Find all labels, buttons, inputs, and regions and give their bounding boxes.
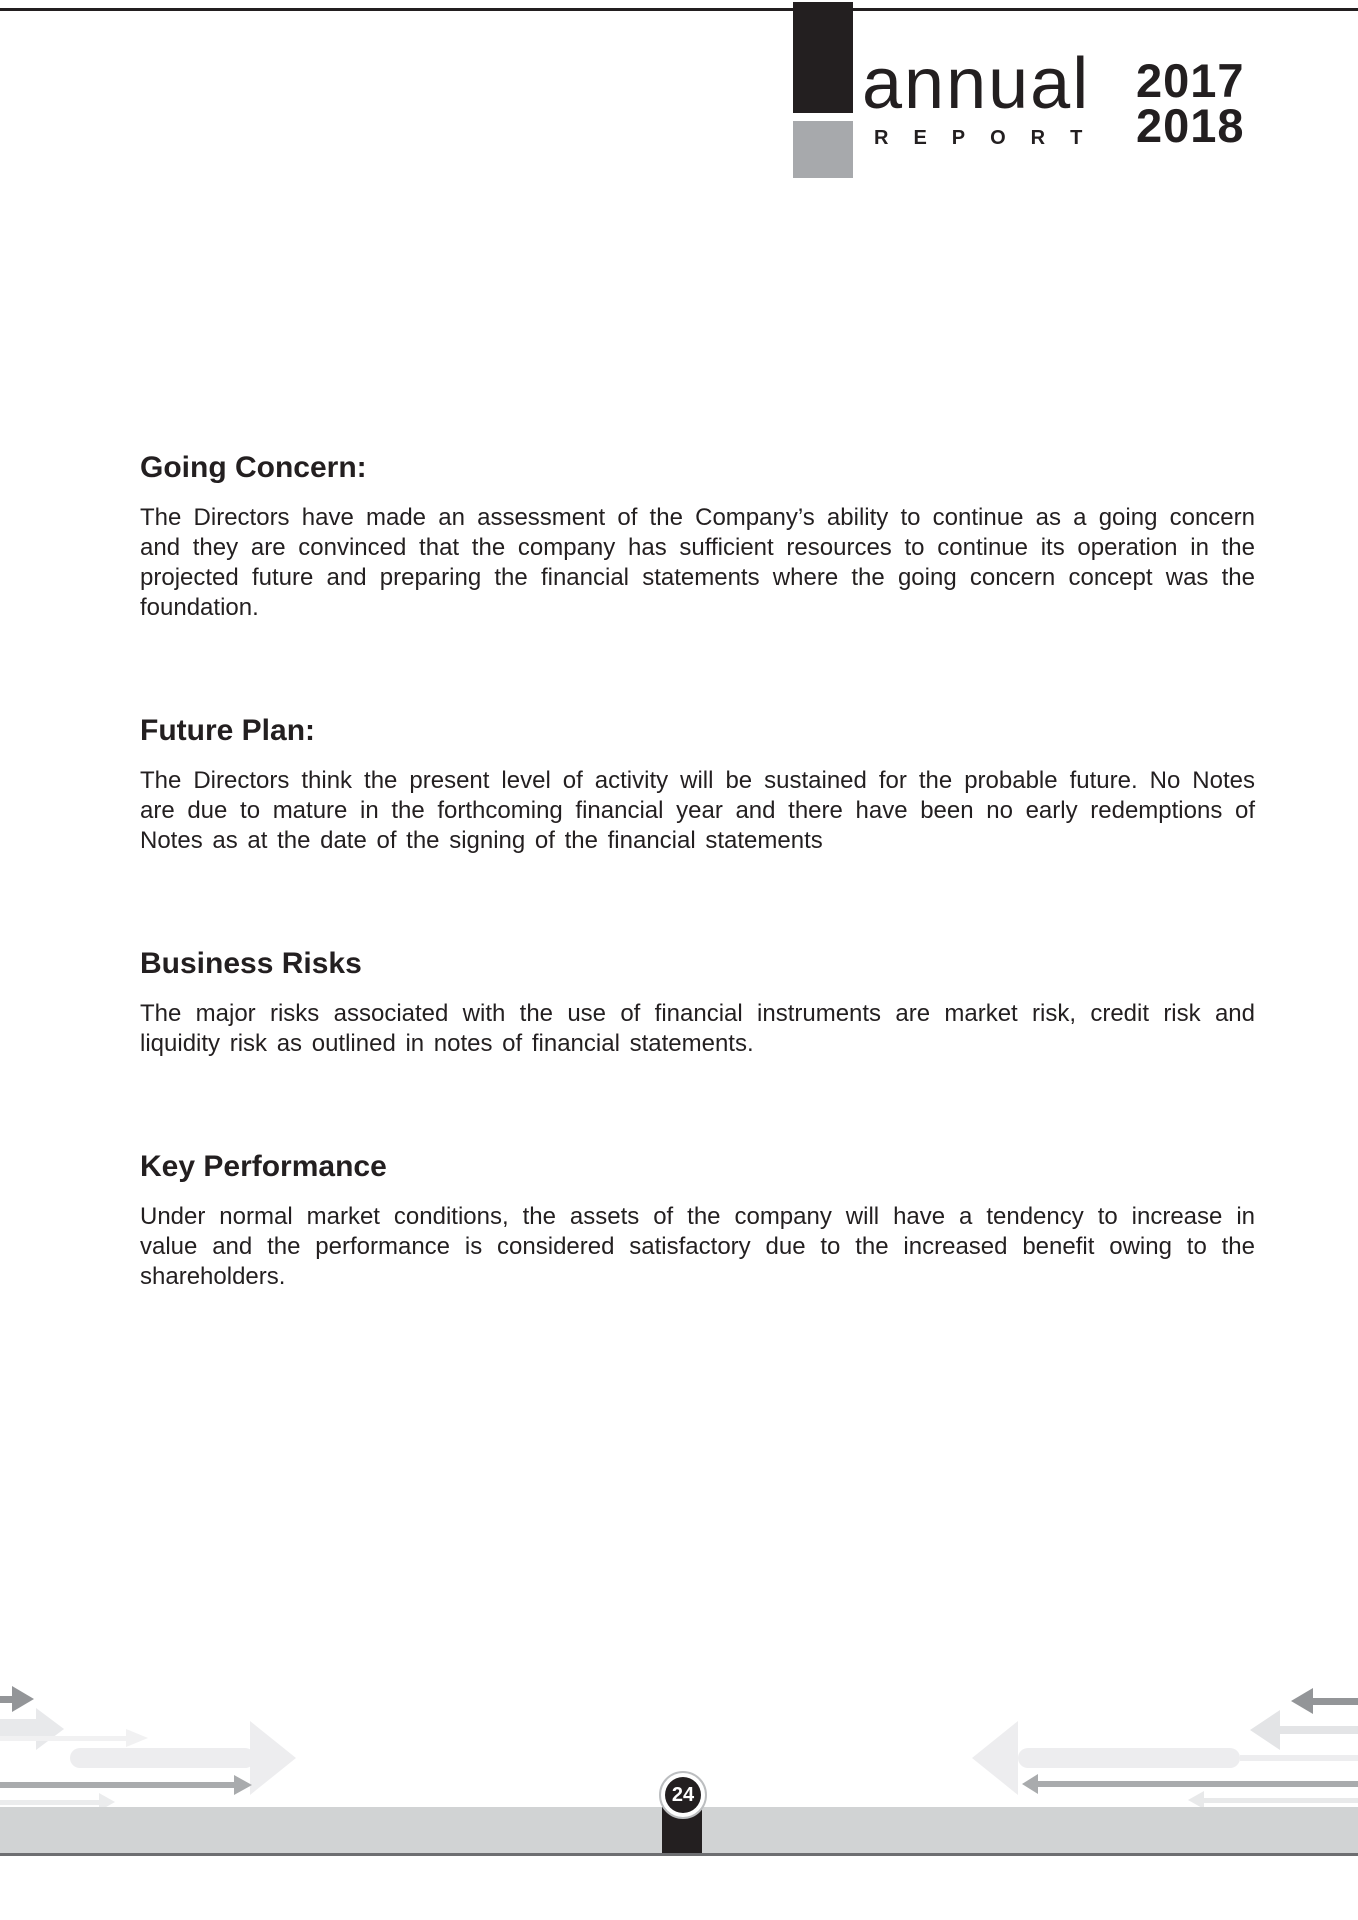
arrow-right-icon	[250, 1721, 296, 1795]
arrow-left-icon	[1022, 1774, 1038, 1794]
section-paragraph: Under normal market conditions, the assets of the company will have a tendency to increase in value and the performance is considered satisfactory due to the increased benefit owing to the shareholders.	[140, 1203, 1255, 1290]
section-business-risks	[140, 946, 1255, 1059]
arrow-left-icon	[1313, 1698, 1358, 1705]
arrow-right-icon	[36, 1708, 64, 1750]
arrow-left-icon	[1204, 1798, 1358, 1803]
logo-gray-square	[793, 121, 853, 178]
arrow-left-icon	[1280, 1726, 1358, 1734]
arrow-left-icon	[1018, 1748, 1240, 1768]
section-heading: Business Risks	[140, 947, 362, 980]
page-number-badge	[659, 1771, 707, 1819]
header-rule-line	[0, 8, 1358, 11]
section-key-performance	[140, 1149, 1255, 1292]
logo-dark-bar	[793, 2, 853, 113]
section-paragraph: The Directors have made an assessment of the Company’s ability to continue as a going concern and they are convinced that the company has sufficient resources to continue its operation in the projected future and preparing the financial statements where the going concern concept was the foundation.	[140, 504, 1255, 621]
page-number: 24	[665, 1777, 701, 1813]
arrow-right-icon	[12, 1686, 34, 1712]
section-heading: Future Plan:	[140, 714, 316, 747]
arrow-right-icon	[0, 1782, 234, 1788]
arrow-right-icon	[234, 1775, 252, 1795]
arrow-right-icon	[70, 1748, 255, 1768]
section-heading: Key Performance	[140, 1150, 387, 1183]
report-year-bottom: 2018	[1136, 99, 1245, 152]
arrow-right-icon	[0, 1696, 12, 1703]
page-content	[140, 450, 1255, 1292]
section-heading: Going Concern:	[140, 451, 367, 484]
arrow-left-icon	[1250, 1710, 1280, 1750]
arrow-right-icon	[0, 1800, 99, 1805]
arrow-left-icon	[1038, 1781, 1358, 1787]
brand-annual-text: annual	[862, 44, 1091, 124]
arrow-right-icon	[0, 1719, 36, 1740]
section-future-plan	[140, 713, 1255, 856]
arrow-left-icon	[972, 1721, 1018, 1795]
section-going-concern	[140, 450, 1255, 623]
section-paragraph: The major risks associated with the use of financial instruments are market risk, credit risk and liquidity risk as outlined in notes of financial statements.	[140, 1000, 1255, 1057]
arrow-right-icon	[0, 1736, 126, 1741]
report-year-top: 2017	[1136, 54, 1245, 107]
arrow-left-icon	[1240, 1755, 1358, 1761]
brand-report-text: REPORT	[874, 127, 1108, 149]
section-paragraph: The Directors think the present level of activity will be sustained for the probable future. No Notes are due to mature in the forthcoming financial year and there have been no early redemptions of Notes as at the date of the signing of the financial statements	[140, 767, 1255, 854]
arrow-left-icon	[1291, 1688, 1313, 1714]
report-years	[1136, 54, 1245, 152]
arrow-right-icon	[126, 1729, 148, 1747]
